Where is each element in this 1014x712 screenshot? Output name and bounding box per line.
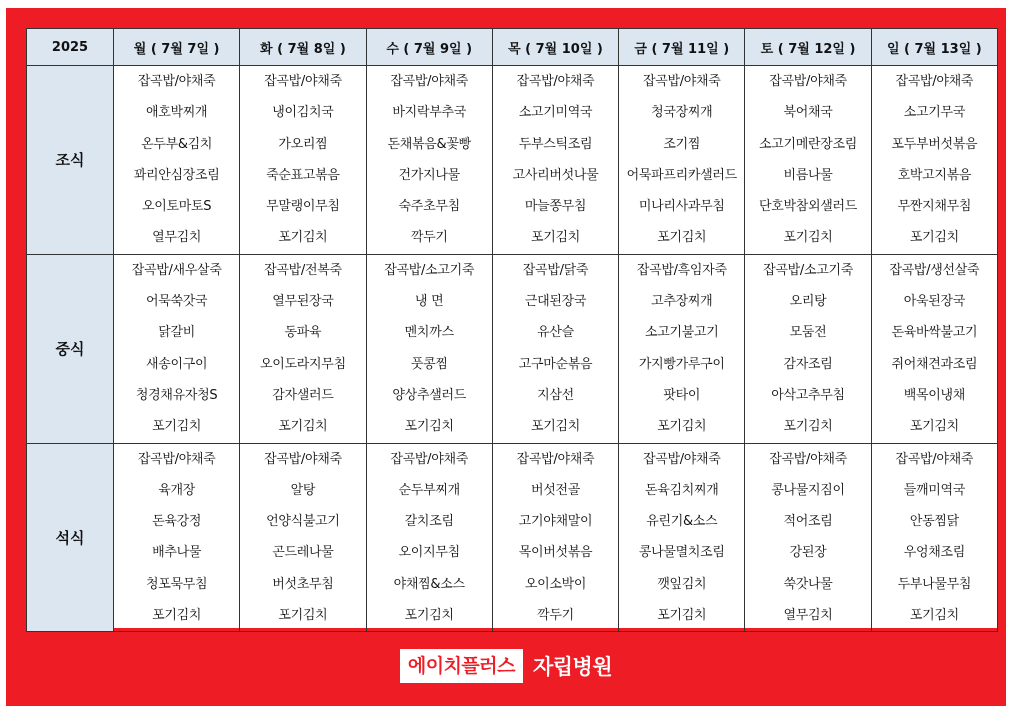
meal-row	[27, 254, 998, 443]
meal-label: 중식	[27, 254, 114, 443]
menu-item: 아욱된장국	[903, 294, 965, 310]
menu-item: 강된장	[789, 545, 827, 561]
menu-item: 잡곡밥/야채죽	[516, 74, 595, 89]
menu-item: 잡곡밥/야채죽	[895, 451, 974, 467]
menu-item: 잡곡밥/소고기죽	[763, 262, 853, 278]
menu-item: 어묵쑥갓국	[145, 294, 208, 310]
menu-item: 잡곡밥/야채죽	[516, 451, 595, 467]
menu-item: 포기김치	[783, 230, 833, 246]
menu-item: 북어채국	[783, 105, 833, 121]
menu-item: 청경채유자청S	[135, 387, 218, 403]
menu-item: 포기김치	[278, 419, 328, 435]
menu-item: 꽈리안심장조림	[133, 167, 220, 183]
menu-item: 버섯전골	[530, 482, 580, 498]
menu-item: 동파육	[284, 325, 322, 341]
menu-item: 유린기&소스	[646, 514, 718, 530]
menu-item: 소고기무국	[903, 105, 965, 121]
menu-item: 잡곡밥/야채죽	[769, 451, 847, 467]
menu-item: 아삭고추무침	[771, 387, 845, 403]
menu-item: 팟타이	[663, 387, 701, 403]
menu-item: 잡곡밥/소고기죽	[384, 262, 475, 278]
menu-item: 감자샐러드	[272, 387, 334, 403]
menu-item: 목이버섯볶음	[518, 545, 593, 561]
menu-item: 잡곡밥/야채죽	[390, 451, 469, 467]
menu-cell	[619, 443, 745, 632]
menu-item: 두부나물무침	[897, 576, 972, 592]
menu-item: 열무김치	[783, 608, 833, 624]
menu-item: 포기김치	[278, 230, 328, 246]
menu-item: 오이지무침	[398, 545, 460, 561]
menu-item: 잡곡밥/생선살죽	[889, 262, 980, 278]
menu-item: 오이도라지무침	[260, 356, 346, 372]
menu-item: 죽순표고볶음	[266, 167, 340, 183]
meal-label: 조식	[27, 66, 114, 255]
menu-item: 순두부찌개	[398, 482, 460, 498]
menu-item: 콩나물멸치조림	[638, 545, 725, 561]
menu-item: 포기김치	[909, 419, 959, 435]
menu-item: 갈치조림	[404, 514, 454, 530]
menu-item: 풋콩찜	[410, 356, 448, 372]
menu-item: 언양식불고기	[266, 514, 340, 530]
menu-item: 깻잎김치	[657, 576, 707, 592]
menu-item: 포기김치	[909, 230, 959, 246]
menu-item: 잡곡밥/야채죽	[642, 74, 721, 89]
header-row	[27, 29, 998, 66]
menu-item: 백목이냉채	[903, 387, 965, 403]
menu-item: 가오리찜	[278, 136, 328, 152]
menu-item: 콩나물지짐이	[771, 482, 845, 498]
menu-item: 포기김치	[657, 230, 707, 246]
menu-cell	[492, 443, 618, 632]
menu-item: 숙주초무침	[398, 199, 460, 215]
menu-item: 잡곡밥/야채죽	[264, 74, 342, 89]
menu-item: 미나리사과무침	[638, 199, 725, 215]
day-header: 일 ( 7월 13일 )	[871, 29, 997, 66]
weekly-menu-table	[26, 28, 998, 632]
menu-item: 소고기불고기	[644, 325, 719, 341]
day-header: 목 ( 7월 10일 )	[492, 29, 618, 66]
menu-item: 버섯초무침	[272, 576, 334, 592]
menu-item: 마늘쫑무침	[524, 199, 587, 215]
menu-item: 오리탕	[789, 294, 827, 310]
day-header: 화 ( 7월 8일 )	[240, 29, 366, 66]
menu-cell	[745, 66, 871, 255]
meal-row	[27, 443, 998, 632]
menu-item: 포기김치	[909, 608, 959, 624]
menu-cell	[240, 254, 366, 443]
meal-row	[27, 66, 998, 255]
menu-item: 냉 면	[415, 294, 444, 310]
menu-cell	[240, 66, 366, 255]
menu-item: 무말랭이무침	[266, 199, 340, 215]
menu-cell	[366, 443, 492, 632]
menu-cell	[114, 254, 240, 443]
menu-item: 깍두기	[537, 608, 574, 624]
menu-item: 잡곡밥/야채죽	[137, 74, 216, 89]
menu-item: 잡곡밥/닭죽	[522, 262, 589, 278]
menu-item: 잡곡밥/야채죽	[769, 74, 847, 89]
menu-item: 어묵파프리카샐러드	[626, 167, 737, 183]
menu-item: 포기김치	[278, 608, 328, 624]
menu-item: 잡곡밥/야채죽	[642, 451, 721, 467]
menu-item: 잡곡밥/야채죽	[264, 451, 342, 467]
menu-item: 알탕	[290, 482, 316, 498]
menu-item: 모둠전	[789, 325, 827, 341]
menu-item: 들깨미역국	[903, 482, 965, 498]
menu-item: 쥐어채견과조림	[891, 356, 978, 372]
menu-cell	[114, 66, 240, 255]
menu-item: 고구마순볶음	[518, 356, 593, 372]
menu-item: 깍두기	[410, 230, 448, 246]
menu-item: 단호박참외샐러드	[759, 199, 858, 215]
menu-item: 고사리버섯나물	[512, 167, 599, 183]
day-header: 수 ( 7월 9일 )	[366, 29, 492, 66]
menu-item: 닭갈비	[158, 325, 196, 341]
menu-item: 우엉채조림	[903, 545, 965, 561]
menu-item: 야채찜&소스	[393, 576, 465, 592]
menu-item: 육개장	[158, 482, 196, 498]
menu-item: 조기찜	[663, 136, 701, 152]
menu-item: 비름나물	[783, 167, 833, 183]
menu-item: 오이토마토S	[142, 199, 212, 215]
menu-cell	[745, 254, 871, 443]
menu-item: 배추나물	[152, 545, 202, 561]
menu-item: 적어조림	[783, 514, 833, 530]
menu-cell	[114, 443, 240, 632]
menu-cell	[871, 443, 997, 632]
menu-item: 온두부&김치	[141, 136, 213, 152]
logo-brand-box: 에이치플러스	[400, 649, 523, 683]
menu-item: 바지락부추국	[392, 105, 466, 121]
menu-item: 포두부버섯볶음	[891, 136, 978, 152]
menu-item: 열무된장국	[272, 294, 334, 310]
menu-frame	[6, 8, 1006, 706]
menu-cell	[871, 254, 997, 443]
menu-item: 양상추샐러드	[392, 387, 466, 403]
hospital-logo	[6, 646, 1006, 686]
menu-item: 가지빵가루구이	[638, 356, 725, 372]
menu-item: 감자조림	[783, 356, 833, 372]
menu-item: 열무김치	[152, 230, 202, 246]
day-header: 월 ( 7월 7일 )	[114, 29, 240, 66]
menu-item: 고기야채말이	[518, 514, 593, 530]
menu-cell	[492, 66, 618, 255]
menu-item: 포기김치	[657, 608, 707, 624]
menu-item: 돈육바싹불고기	[891, 325, 978, 341]
year-header: 2025	[27, 29, 114, 66]
menu-cell	[240, 443, 366, 632]
menu-item: 돈육김치찌개	[644, 482, 719, 498]
menu-item: 두부스틱조림	[518, 136, 593, 152]
logo-hospital-name: 자립병원	[532, 655, 613, 679]
menu-cell	[619, 66, 745, 255]
menu-item: 잡곡밥/새우살죽	[131, 262, 222, 278]
menu-cell	[619, 254, 745, 443]
menu-item: 잡곡밥/야채죽	[895, 74, 974, 89]
menu-item: 소고기메란장조림	[759, 136, 858, 152]
menu-item: 고추장찌개	[651, 294, 713, 310]
menu-cell	[366, 66, 492, 255]
menu-item: 포기김치	[404, 419, 454, 435]
menu-item: 포기김치	[530, 230, 580, 246]
menu-item: 오이소박이	[524, 576, 587, 592]
menu-item: 돈육강정	[152, 514, 202, 530]
menu-item: 포기김치	[530, 419, 580, 435]
menu-item: 애호박찌개	[145, 105, 208, 121]
menu-cell	[366, 254, 492, 443]
menu-item: 포기김치	[152, 419, 202, 435]
menu-item: 안동찜닭	[909, 514, 959, 530]
menu-item: 잡곡밥/흑임자죽	[636, 262, 727, 278]
menu-item: 포기김치	[404, 608, 454, 624]
menu-item: 곤드레나물	[272, 545, 334, 561]
menu-cell	[492, 254, 618, 443]
menu-item: 잡곡밥/야채죽	[137, 451, 216, 467]
menu-item: 근대된장국	[524, 294, 587, 310]
menu-item: 잡곡밥/야채죽	[390, 74, 469, 89]
day-header: 금 ( 7월 11일 )	[619, 29, 745, 66]
menu-item: 호박고지볶음	[897, 167, 972, 183]
menu-item: 청포묵무침	[145, 576, 208, 592]
menu-item: 돈채볶음&꽃빵	[387, 136, 471, 152]
menu-item: 새송이구이	[145, 356, 208, 372]
menu-cell	[745, 443, 871, 632]
day-header: 토 ( 7월 12일 )	[745, 29, 871, 66]
menu-item: 포기김치	[657, 419, 707, 435]
menu-item: 청국장찌개	[651, 105, 713, 121]
menu-item: 건가지나물	[398, 167, 460, 183]
menu-item: 유산슬	[537, 325, 574, 341]
menu-item: 소고기미역국	[518, 105, 593, 121]
menu-cell	[871, 66, 997, 255]
meal-label: 석식	[27, 443, 114, 632]
menu-item: 냉이김치국	[272, 105, 334, 121]
menu-item: 포기김치	[152, 608, 202, 624]
menu-item: 지삼선	[537, 387, 574, 403]
menu-item: 쑥갓나물	[783, 576, 833, 592]
menu-item: 포기김치	[783, 419, 833, 435]
menu-item: 멘치까스	[404, 325, 454, 341]
menu-item: 무짠지채무침	[897, 199, 972, 215]
menu-item: 잡곡밥/전복죽	[264, 262, 342, 278]
